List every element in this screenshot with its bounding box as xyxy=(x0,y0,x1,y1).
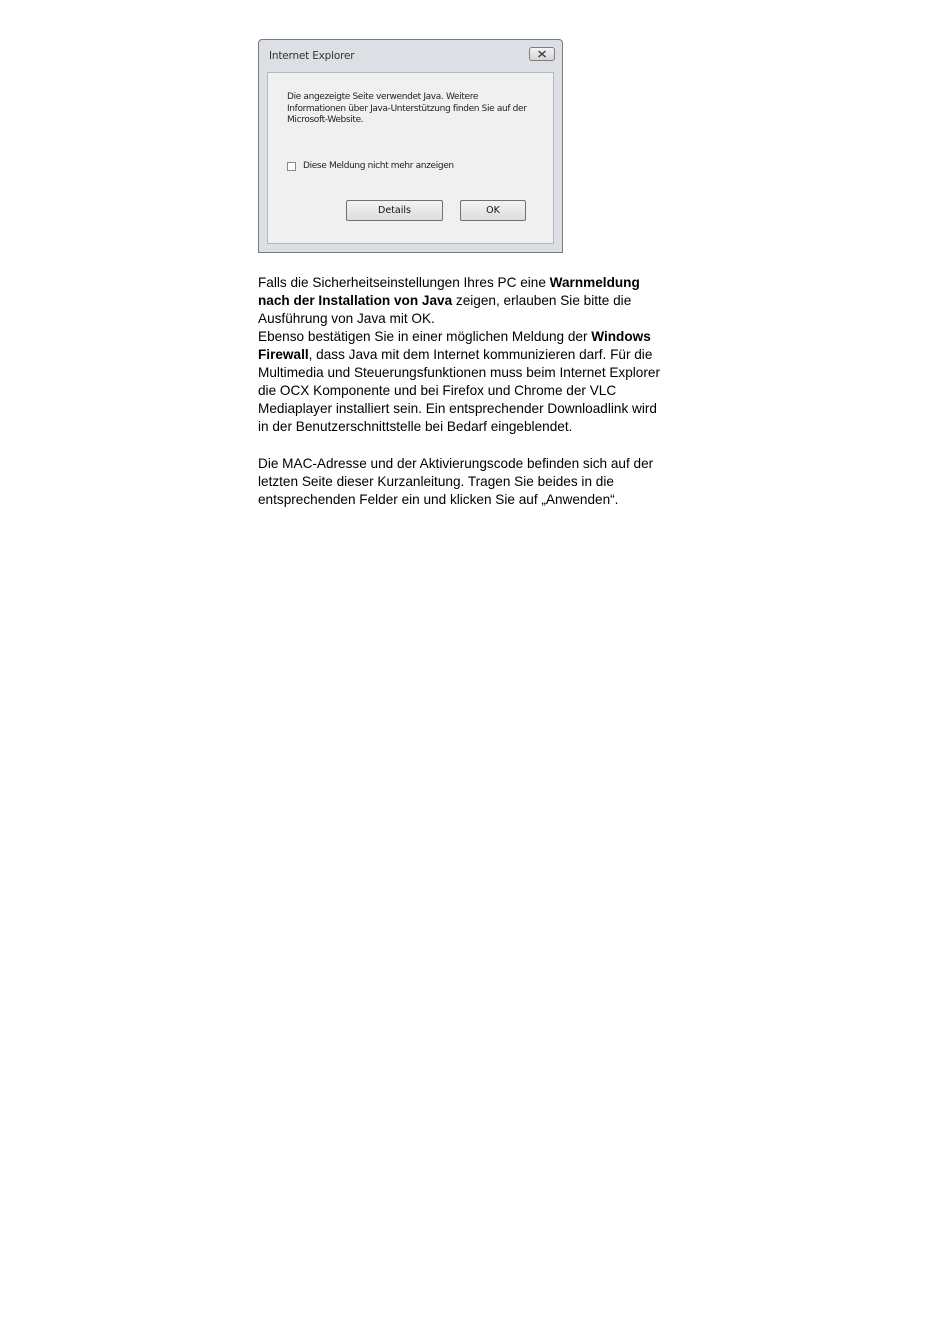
dont-show-again-label[interactable]: Diese Meldung nicht mehr anzeigen xyxy=(303,161,454,171)
text-run: , dass Java mit dem Internet kommunizieren darf. Für die xyxy=(308,347,653,362)
dont-show-again-checkbox-row[interactable] xyxy=(287,161,454,171)
dont-show-again-checkbox[interactable] xyxy=(287,162,296,171)
text-run: Ebenso bestätigen Sie in einer möglichen Meldung der xyxy=(258,329,592,344)
bold-run: Windows xyxy=(591,329,651,344)
bold-run: nach der Installation von Java xyxy=(258,293,453,308)
internet-explorer-dialog xyxy=(258,39,563,253)
text-line xyxy=(258,328,698,346)
dialog-message-line: Informationen über Java-Unterstützung finden Sie auf der xyxy=(287,103,527,114)
dialog-title: Internet Explorer xyxy=(269,50,355,62)
text-line: entsprechenden Felder ein und klicken Sie auf „Anwenden“. xyxy=(258,492,619,507)
instructions-text xyxy=(258,274,698,436)
dialog-titlebar xyxy=(259,40,562,72)
close-icon xyxy=(537,50,547,58)
text-line: Mediaplayer installiert sein. Ein entsprechender Downloadlink wird xyxy=(258,401,657,416)
text-line xyxy=(258,274,698,292)
text-run: Falls die Sicherheitseinstellungen Ihres PC eine xyxy=(258,275,550,290)
text-run: zeigen, erlauben Sie bitte die xyxy=(452,293,632,308)
dialog-message-line: Microsoft-Website. xyxy=(287,115,364,125)
text-line: Ausführung von Java mit OK. xyxy=(258,311,435,326)
bold-run: Firewall xyxy=(258,347,309,362)
ok-button[interactable]: OK xyxy=(460,200,526,221)
text-line: letzten Seite dieser Kurzanleitung. Tragen Sie beides in die xyxy=(258,474,614,489)
dialog-client-area xyxy=(267,72,554,244)
text-line: Die MAC-Adresse und der Aktivierungscode befinden sich auf der xyxy=(258,456,654,471)
details-button[interactable]: Details xyxy=(346,200,443,221)
bold-run: Warnmeldung xyxy=(549,275,640,290)
activation-text xyxy=(258,455,698,509)
dialog-message-line: Die angezeigte Seite verwendet Java. Weitere xyxy=(287,92,479,102)
text-line xyxy=(258,346,698,364)
text-line: Multimedia und Steuerungsfunktionen muss beim Internet Explorer xyxy=(258,365,660,380)
dialog-message xyxy=(287,92,542,127)
dialog-close-button[interactable] xyxy=(529,47,555,61)
text-line xyxy=(258,292,698,310)
text-line: die OCX Komponente und bei Firefox und Chrome der VLC xyxy=(258,383,617,398)
text-line: in der Benutzerschnittstelle bei Bedarf eingeblendet. xyxy=(258,419,573,434)
